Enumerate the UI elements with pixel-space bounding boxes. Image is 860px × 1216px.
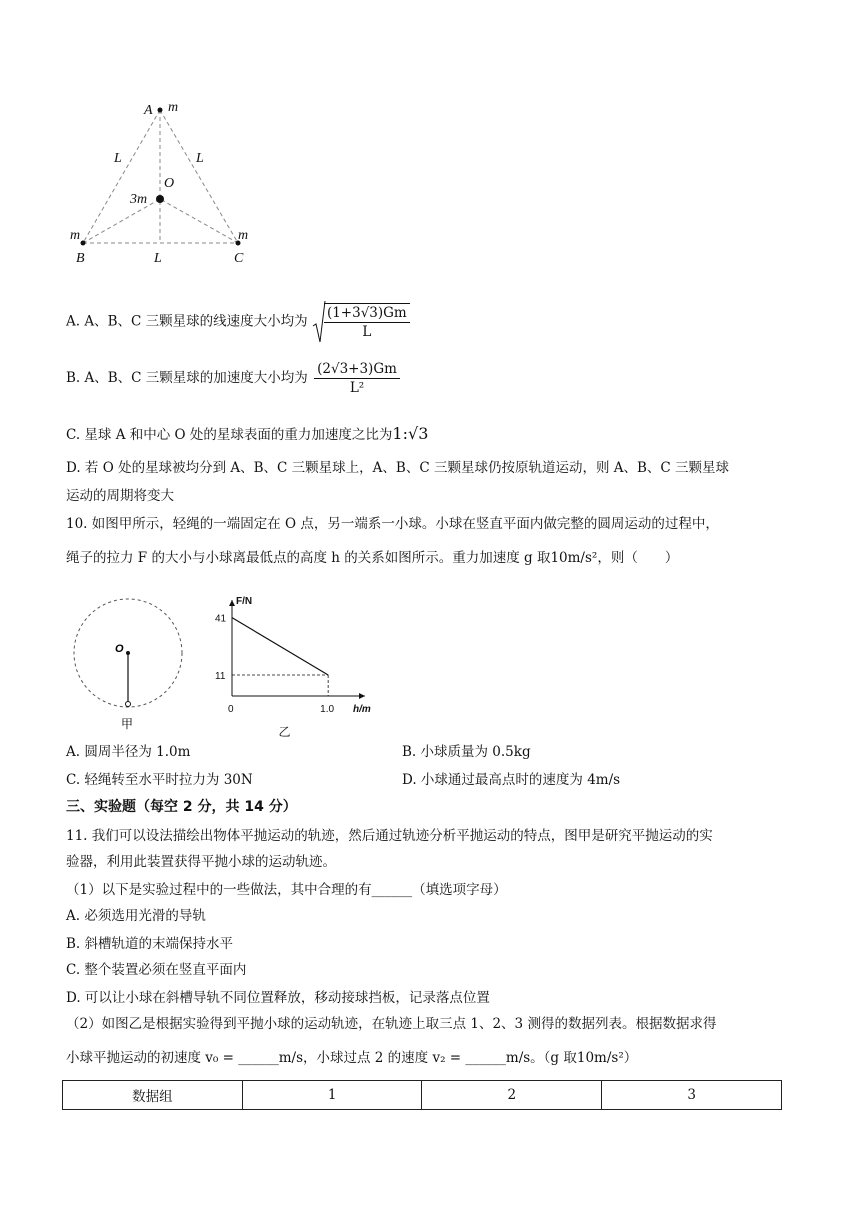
q10-stem-line1: 10. 如图甲所示，轻绳的一端固定在 O 点，另一端系一小球。小球在竖直平面内做完整的圆周运动的过程中， xyxy=(66,516,719,532)
label-L-right: L xyxy=(196,151,204,166)
data-table xyxy=(62,1080,782,1110)
label-O: O xyxy=(164,176,175,191)
q11-option-a: A. 必须选用光滑的导轨 xyxy=(66,908,206,924)
label-L-bottom: L xyxy=(154,251,162,266)
y-axis-arrow xyxy=(229,600,235,606)
label-mA: m xyxy=(168,100,179,115)
q11-option-c: C. 整个装置必须在竖直平面内 xyxy=(66,962,247,978)
q9-option-b: B. A、B、C 三颗星球的加速度大小均为 $\frac{(2√3+3)Gm}{\text{L²}}$ xyxy=(66,360,402,397)
tick-label-1: 1.0 xyxy=(320,704,335,715)
q11-stem-line1: 11. 我们可以设法描绘出物体平抛运动的轨迹，然后通过轨迹分析平抛运动的特点，图甲是研究平抛运动的实 xyxy=(66,828,713,844)
q9-option-b-text: A、B、C 三颗星球的加速度大小均为 xyxy=(84,370,308,386)
q11-part2-line1: （2）如图乙是根据实验得到平抛小球的运动轨迹，在轨迹上取三点 1、2、3 测得的数据列表。根据数据求得 xyxy=(66,1016,717,1032)
q9-a-denominator: L xyxy=(362,324,372,340)
force-height-chart xyxy=(212,592,372,742)
table-header-cell: 2 xyxy=(422,1081,602,1110)
q11-part2-line2: 小球平抛运动的初速度 v₀ = ______m/s，小球过点 2 的速度 v₂ = ______m/s。（g 取10m/s²） xyxy=(66,1050,638,1066)
table-header-cell: 3 xyxy=(602,1081,782,1110)
label-mC: m xyxy=(238,228,249,243)
q9-a-numerator: (1+3√3)Gm xyxy=(324,304,410,323)
q9-option-a-text: A、B、C 三颗星球的线速度大小均为 xyxy=(84,313,308,330)
q9-b-denominator: L² xyxy=(349,380,365,396)
label-3m: 3m xyxy=(130,192,148,207)
label-L-left: L xyxy=(114,151,122,166)
section-title: 三、实验题（每空 2 分，共 14 分） xyxy=(66,799,297,815)
jia-caption: 甲 xyxy=(121,717,134,731)
y-axis-label: F/N xyxy=(236,596,253,607)
q9-option-d-line2: 运动的周期将变大 xyxy=(66,488,174,504)
table-header-row xyxy=(63,1081,782,1110)
yi-caption: 乙 xyxy=(278,725,291,739)
q11-part1: （1）以下是实验过程中的一些做法，其中合理的有______（填选项字母） xyxy=(66,882,507,898)
q9-b-numerator: (2√3+3)Gm xyxy=(314,360,400,379)
x-axis-label: h/m xyxy=(353,704,371,715)
q9-c-ratio: 1:√3 xyxy=(392,424,429,443)
table-header-cell: 数据组 xyxy=(63,1081,243,1110)
q10-option-d: D. 小球通过最高点时的速度为 4m/s xyxy=(402,772,621,788)
q9-option-d-line1: D. 若 O 处的星球被均分到 A、B、C 三颗星球上，A、B、C 三颗星球仍按原轨道运动，则 A、B、C 三颗星球 xyxy=(66,460,730,476)
x-axis-arrow xyxy=(359,693,365,699)
label-mB: m xyxy=(70,228,81,243)
label-B: B xyxy=(76,251,85,266)
jia-label-O: O xyxy=(115,643,124,655)
label-A: A xyxy=(144,103,153,118)
q11-option-d: D. 可以让小球在斜槽导轨不同位置释放，移动接球挡板，记录落点位置 xyxy=(66,990,490,1006)
table-header-cell: 1 xyxy=(242,1081,422,1110)
circle-motion-figure xyxy=(66,596,196,736)
q11-stem-line2: 验器，利用此装置获得平抛小球的运动轨迹。 xyxy=(66,854,336,870)
tick-label-0: 0 xyxy=(228,704,234,715)
q9-option-a: A. A、B、C 三颗星球的线速度大小均为 $\frac{(1+3√3)Gm}{L}$ xyxy=(66,300,412,344)
triangle-star-figure xyxy=(66,96,266,271)
q10-option-a: A. 圆周半径为 1.0m xyxy=(66,744,191,760)
q10-option-c: C. 轻绳转至水平时拉力为 30N xyxy=(66,772,253,788)
label-C: C xyxy=(234,251,244,266)
q10-option-b: B. 小球质量为 0.5kg xyxy=(402,744,531,760)
tick-label-11: 11 xyxy=(215,670,226,682)
q9-option-c: C. 星球 A 和中心 O 处的星球表面的重力加速度之比为1:√3 xyxy=(66,424,429,443)
series-line xyxy=(232,618,328,675)
q10-stem-line2: 绳子的拉力 F 的大小与小球离最低点的高度 h 的关系如图所示。重力加速度 g 取10m/s²，则（ ） xyxy=(66,550,679,566)
q11-option-b: B. 斜槽轨道的末端保持水平 xyxy=(66,936,234,952)
tick-label-41: 41 xyxy=(215,613,227,625)
